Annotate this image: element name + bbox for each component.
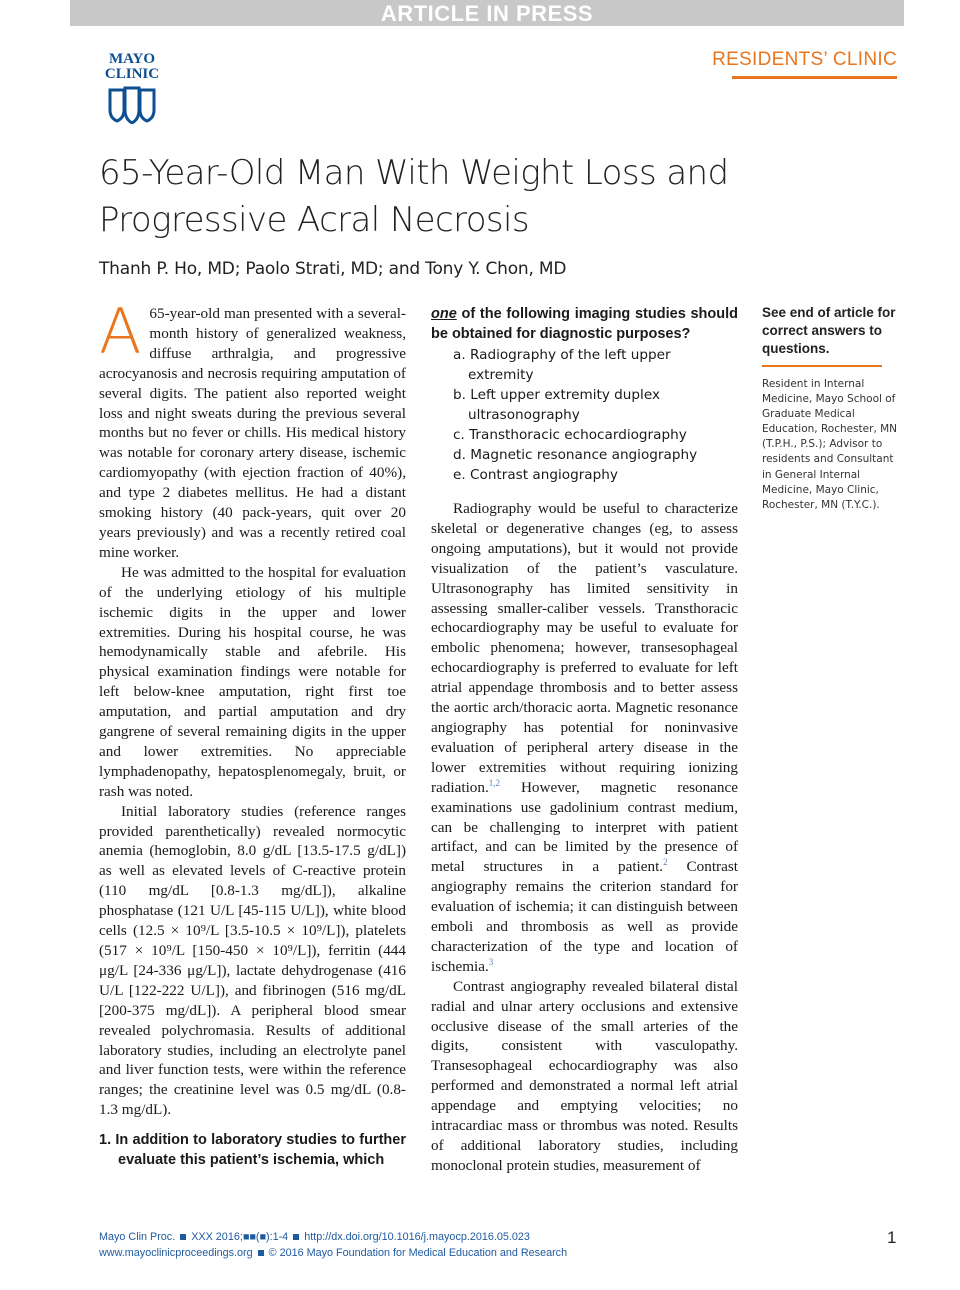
website-link[interactable]: www.mayoclinicproceedings.org: [99, 1247, 253, 1259]
paragraph-intro: [99, 295, 406, 563]
article-title: 65-Year-Old Man With Weight Loss and Progressive Acral Necrosis: [99, 153, 729, 240]
issue-info: XXX 2016;■■(■):1-4: [191, 1231, 289, 1243]
sidebar: [762, 304, 902, 513]
doi-link[interactable]: http://dx.doi.org/10.1016/j.mayocp.2016.05.023: [304, 1231, 530, 1243]
imaging-text-a: Radiography would be useful to characterize skeletal or degenerative changes (eg, to assess ongoing amputations), but it would not provide visualization of the patient’s vasculature. Ultrasonography has limited sensitivity in assessing smaller-caliber vessels. Transthoracic echocardiography may be useful to evaluate for embolic phenomena; however, transesophageal echocardiography is preferred to evaluate for left atrial appendage thrombosis and to better assess the aortic arch/thoracic aorta. Magnetic resonance angiography has potential for noninvasive evaluation of peripheral artery disease in the lower extremities without requiring ionizing radiation.: [431, 500, 738, 796]
option-d: d. Magnetic resonance angiography: [453, 447, 698, 463]
author-list: Thanh P. Ho, MD; Paolo Strati, MD; and Tony Y. Chon, MD: [99, 259, 567, 279]
question-1-start: 1. In addition to laboratory studies to further evaluate this patient’s ischemia, which: [99, 1132, 406, 1169]
author-affiliations: Resident in Internal Medicine, Mayo School of Graduate Medical Education, Rochester, MN (T.P.H., P.S.); Advisor to residents and Consultant in General Internal Medicine, Mayo Clinic, Rochester, MN (T.Y.C.).: [762, 378, 898, 511]
imaging-text-b: However, magnetic resonance examinations use gadolinium contrast medium, can be challenging to interpret with patient artifact, and can be limited by the presence of metal structures in a patient.: [431, 778, 738, 876]
imaging-text-c: Contrast angiography remains the criterion standard for evaluation of ischemia; it can distinguish between emboli and thrombosis as well as provide characterization of the type and location of ischemia.: [431, 858, 738, 975]
drop-cap: A: [99, 295, 142, 368]
citation-link[interactable]: 1,2: [488, 777, 501, 788]
mayo-shield-icon: [106, 86, 158, 124]
paragraph-laboratory: Initial laboratory studies (reference ranges provided parenthetically) revealed normocytic anemia (hemoglobin, 8.0 g/dL [13.5-17.5 g/dL]) as well as elevated levels of C-reactive protein (110 mg/dL [0.8-1.3 mg/dL]), alkaline phosphatase (121 U/L [45-115 U/L]), white blood cells (12.5 × 10⁹/L [3.5-10.5 × 10⁹/L]), platelets (517 × 10⁹/L [150-450 × 10⁹/L]), ferritin (444 μg/L [24-336 μg/L]), lactate dehydrogenase (416 U/L [122-222 U/L]), and fibrinogen (516 mg/dL [200-375 mg/dL]). A peripheral blood smear revealed polychromasia. Results of additional laboratory studies, including an electrolyte panel and liver function tests, were within the reference ranges; the creatinine level was 0.5 mg/dL (0.8-1.3 mg/dL).: [99, 802, 406, 1119]
page-number: 1: [887, 1228, 897, 1247]
option-c: c. Transthoracic echocardiography: [453, 427, 687, 443]
citation-link[interactable]: 2: [663, 857, 668, 868]
paragraph-angiography-results: Contrast angiography revealed bilateral distal radial and ulnar artery occlusions and extensive occlusive disease of the small arteries of the digits, consistent with vasculopathy. Transesophageal echocardiography was also performed and demonstrated a normal left atrial appendage and emptying velocities; no intracardiac mass or thrombus was noted. Results of additional laboratory studies, including monoclonal protein studies, measurement of: [431, 977, 738, 1174]
separator-square-icon: [293, 1234, 299, 1240]
option-a: a. Radiography of the left upper extremity: [453, 347, 671, 383]
intro-text: 65-year-old man presented with a several-month history of generalized weakness, diffuse arthralgia, and progressive acrocyanosis and necrosis requiring amputation of several digits. The patient also reported weight loss and night sweats during the previous several months but no fever or chills. His medical history was notable for coronary artery disease, ischemic cardiomyopathy (with ejection fraction of 40%), and type 2 diabetes mellitus. He had a distant smoking history (40 pack-years, quit over 20 years previously) and was a recently retired coal mine worker.: [99, 305, 406, 561]
journal-name: Mayo Clin Proc.: [99, 1231, 176, 1243]
citation-link[interactable]: 3: [488, 956, 494, 967]
logo-line2: CLINIC: [104, 66, 160, 82]
option-b: b. Left upper extremity duplex ultrasonography: [453, 387, 660, 423]
sidebar-rule: [762, 365, 882, 367]
footer-line2: [99, 1245, 567, 1261]
separator-square-icon: [180, 1234, 186, 1240]
copyright-text: © 2016 Mayo Foundation for Medical Education and Research: [268, 1247, 568, 1259]
section-label: RESIDENTS’ CLINIC: [712, 49, 897, 70]
footer-line1: [99, 1229, 567, 1245]
answers-note: See end of article for correct answers to questions.: [762, 305, 896, 356]
option-e: e. Contrast angiography: [453, 467, 618, 483]
question-emphasis: one: [431, 306, 457, 322]
section-rule: [732, 76, 897, 79]
paragraph-imaging-discussion: [431, 499, 738, 977]
mayo-clinic-logo: [92, 52, 172, 124]
answer-options: [431, 345, 738, 485]
logo-line1: MAYO: [108, 51, 156, 67]
page-footer: [99, 1229, 567, 1261]
question-1-continued: [431, 304, 738, 344]
separator-square-icon: [258, 1250, 264, 1256]
article-in-press-banner: ARTICLE IN PRESS: [70, 0, 904, 26]
column-middle: [431, 304, 738, 1176]
question-1-text: of the following imaging studies should be obtained for diagnostic purposes?: [431, 306, 738, 342]
column-left: [99, 295, 406, 1170]
paragraph-admission: He was admitted to the hospital for evaluation of the underlying etiology of his multiple ischemic digits in the upper and lower extremities. During his hospital course, he was hemodynamically stable and afebrile. His physical examination findings were notable for left below-knee amputation, right first toe amputation, and partial amputation and dry gangrene of several remaining digits in the upper and lower extremities. No appreciable lymphadenopathy, hepatosplenomegaly, bruit, or rash was noted.: [99, 563, 406, 800]
